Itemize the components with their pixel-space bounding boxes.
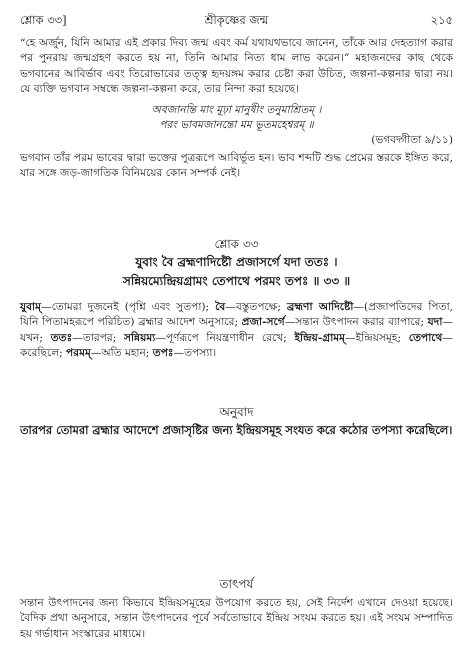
synonym-dash: —: [225, 301, 236, 313]
verse-line-2: সন্নিয়ম্যেন্দ্রিয়গ্রামং তেপাথে পরমং তপঃ ॥ ৩৩ ॥: [122, 274, 351, 288]
synonym-dash: —: [173, 347, 185, 360]
synonym-meaning: বস্তুতপক্ষে;: [235, 301, 287, 313]
synonym-term: সন্নিয়ম্য: [124, 331, 156, 344]
synonym-term: যদা: [427, 316, 443, 329]
verse-line-1: যুবাং বৈ ব্রহ্মণাদিষ্টৌ প্রজাসর্গে যদা ততঃ ।: [135, 255, 338, 269]
gita-sloka-line-2: পরং ভাবমজানন্তো মম ভূতমহেশ্বরম্ ॥: [159, 119, 314, 131]
synonym-meaning: (প্রজাপতিদের পিতা, যিনি পিতামহরূপে পরিচিত) ব্রহ্মার আদেশ অনুসারে;: [20, 301, 454, 329]
synonym-term: বৈ: [215, 301, 226, 313]
synonym-dash: —: [442, 331, 453, 344]
gita-sloka-source: (ভগবদ্গীতা ৯/১১): [371, 134, 453, 146]
purport-text: সন্তান উৎপাদনের জন্য কিভাবে ইন্দ্রিয়সমূহের উপযোগ করতে হয়, সেই নির্দেশ এখানে দেওয়া হয়েছে। বৈদিক প্রথা অনুসারে, সন্তান উৎপাদনের পূর্বে সর্বতোভাবে ইন্দ্রিয় সংযম করতে হয়। এই সংযম সম্পাদিত হয় গর্ভাধান সংস্কারের মাধ্যমে।: [20, 597, 453, 640]
synonym-dash: —: [353, 301, 365, 313]
gita-sloka-line-1: অবজানন্তি মাং মূঢ়া মানুষীং তনুমাশ্রিতম্ ।: [151, 104, 322, 116]
synonym-term: যুবাম্: [20, 301, 41, 313]
synonym-term: ইন্দ্রিয়-গ্রামম্: [294, 331, 346, 344]
header-verse-ref: শ্লোক ৩৩]: [20, 13, 67, 27]
translation-text: তারপর তোমরা ব্রহ্মার আদেশে প্রজাসৃষ্টির জন্য ইন্দ্রিয়সমূহ সংযত করে কঠোর তপস্যা করেছিলে।: [20, 423, 453, 437]
synonym-meaning: যখন;: [20, 331, 51, 344]
synonym-term: ততঃ: [50, 331, 73, 344]
purport-heading: তাৎপর্য: [219, 577, 254, 591]
synonym-meaning: অতি মহান;: [101, 347, 153, 360]
header-page-number: ২১৫: [430, 13, 453, 27]
synonym-dash: —: [155, 331, 166, 344]
synonym-meaning: ইন্দ্রিয়সমূহ;: [355, 331, 409, 344]
synonym-dash: —: [72, 331, 83, 344]
synonym-meaning: পূর্ণরূপে নিয়ন্ত্রণাধীন রেখে;: [165, 331, 295, 344]
header-chapter-title: শ্রীকৃষ্ণের জন্ম: [204, 13, 269, 27]
synonym-dash: —: [284, 316, 296, 329]
synonym-meaning: সন্তান উৎপাদন করার ব্যাপারে;: [295, 316, 428, 329]
synonym-dash: —: [40, 301, 52, 313]
synonym-dash: —: [345, 331, 356, 344]
synonym-meaning: তপস্যা।: [184, 347, 217, 360]
verse-heading: শ্লোক ৩৩: [214, 237, 259, 251]
synonym-meaning: তোমরা দুজনেই (পৃশ্নি এবং সুতপা);: [51, 301, 216, 313]
synonym-dash: —: [442, 316, 454, 329]
synonym-term: ব্রহ্মণা আদিষ্টৌ: [286, 301, 354, 313]
synonym-dash: —: [90, 347, 102, 360]
synonym-term: তপঃ: [152, 347, 174, 360]
intro-paragraph: “হে অর্জুন, যিনি আমার এই প্রকার দিব্য জন্ম এবং কর্ম যথাযথভাবে জানেন, তাঁকে আর দেহত্যাগ করার পর পুনরায় জন্মগ্রহণ করতে হয় না, তিনি আমার নিত্য ধাম লাভ করেন।” মহাজনদের কাছ থেকে ভগবানের আবির্ভাব এবং তিরোভাবের তত্ত্ব হৃদয়ঙ্গম করার চেষ্টা করা উচিত, জল্পনা-কল্পনার দ্বারা নয়। যে ব্যক্তি ভগবান সম্বন্ধে জল্পনা-কল্পনা করে, তার নিন্দা করা হয়েছে।: [20, 37, 453, 96]
explanation-paragraph: ভগবান তাঁর পরম ভাবের দ্বারা ভক্তের পুত্ররূপে আবির্ভূত হন। ভাব শব্দটি শুদ্ধ প্রেমের স্তরকে ইঙ্গিত করে, যার সঙ্গে জড়-জাগতিক বিনিময়ের কোন সম্পর্ক নেই।: [20, 152, 453, 180]
synonym-term: তেপাথে: [408, 331, 443, 344]
page-header: [20, 12, 453, 28]
synonym-term: পরমম্: [66, 347, 91, 360]
translation-heading: অনুবাদ: [219, 405, 254, 419]
synonyms-paragraph: [20, 300, 453, 362]
synonym-meaning: করেছিলে;: [20, 347, 67, 360]
synonym-meaning: তারপর;: [82, 331, 125, 344]
synonym-term: প্রজা-সর্গে: [241, 316, 285, 329]
